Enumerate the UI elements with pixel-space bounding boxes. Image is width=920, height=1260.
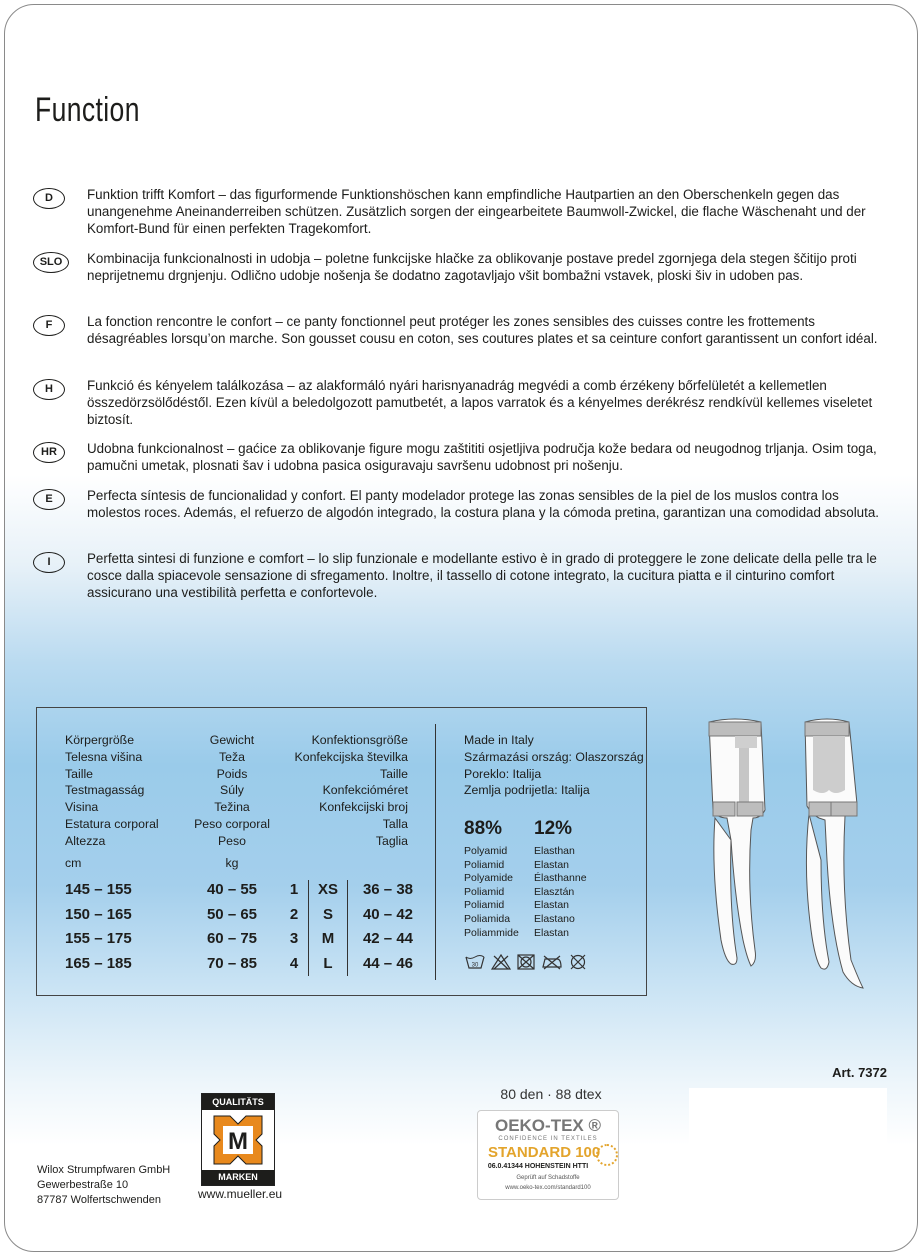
care-symbols (465, 954, 587, 970)
website-link[interactable]: www.mueller.eu (198, 1187, 283, 1201)
language-badge-hu: H (33, 379, 65, 400)
language-badge-es: E (33, 489, 65, 510)
table-row: 150 – 165 (65, 905, 132, 923)
weight-labels: Gewicht Teža Poids Súly Težina Peso corporal Peso (194, 733, 270, 848)
no-dry-clean-icon (569, 954, 587, 970)
back-view (805, 719, 863, 988)
description-es (33, 487, 893, 521)
description-fr (33, 313, 893, 347)
section-divider (435, 724, 436, 980)
height-unit: cm (65, 856, 82, 870)
country-of-origin: Made in Italy Származási ország: Olaszország Poreklo: Italija Zemlja podrijetla: Italija (464, 733, 644, 798)
language-badge-slo: SLO (33, 252, 69, 273)
package-back (4, 4, 918, 1252)
description-hu (33, 377, 893, 428)
description-it (33, 550, 893, 601)
no-tumble-dry-icon (517, 954, 535, 970)
oeko-standard: STANDARD 100 (488, 1144, 601, 1161)
m-logo-icon (210, 1114, 266, 1166)
fiber-list-2: Elasthan Elastan Élasthanne Elasztán Elastan Elastano Elastan (534, 845, 587, 939)
table-row: 145 – 155 (65, 881, 132, 898)
description-text: Kombinacija funkcionalnosti in udobja – poletne funkcijske hlačke za oblikovanje postave predel zgornjega dela stegen ščitijo proti neprijetnemu drgnjenju. Odlično udobje nošenja še dodatno zagotavljajo všit bombažni vstavek, ploski šiv in udoben pas. (87, 251, 857, 283)
front-view (709, 719, 765, 966)
oeko-tex-label (477, 1110, 619, 1200)
label-area (689, 1088, 887, 1199)
size-numbers: 1 2 3 4 (289, 881, 299, 972)
weight-values: 40 – 55 50 – 65 60 – 75 70 – 85 (206, 881, 258, 972)
quality-brand-logo: QUALITÄTS M MARKEN (201, 1093, 275, 1186)
elastane-percent: 12% (534, 818, 573, 839)
wash-30-icon (465, 954, 485, 970)
no-iron-icon (541, 954, 563, 970)
polyamide-percent: 88% (464, 818, 503, 839)
product-illustration (695, 710, 875, 990)
weight-unit: kg (225, 856, 239, 870)
table-row: 155 – 175 (65, 930, 132, 947)
no-bleach-icon (491, 954, 511, 970)
description-text: La fonction rencontre le confort – ce panty fonctionnel peut protéger les zones sensibles des cuisses contre les frottements désagréables lorsqu’on marche. Son gousset cousu en coton, ses coutures plates et sa ceinture confort garantissent un confort idéal. (87, 314, 878, 346)
description-hr (33, 440, 893, 474)
svg-text:M: M (228, 1128, 248, 1155)
table-row: 165 – 185 (65, 954, 132, 972)
company-address: Wilox Strumpfwaren GmbH Gewerbestraße 10 87787 Wolfertschwenden (37, 1164, 171, 1206)
oeko-brand: OEKO-TEX ® (494, 1116, 602, 1135)
description-text: Perfetta sintesi di funzione e comfort – lo slip funzionale e modellante estivo è in grado di proteggere le zone delicate della pelle tra le cosce dalla spiacevole sensazione di sfregamento. Inoltre, il tassello di cotone integrato, la cucitura piatta e il cinturino comfort assicurano una vestibilità perfetta e confortevole. (87, 551, 877, 600)
description-text: Perfecta síntesis de funcionalidad y confort. El panty modelador protege las zonas sensibles de la piel de los muslos contra los molestos roces. Además, el refuerzo de algodón integrado, la costura plana y la cómoda pretina, garantizan una comodidad absoluta. (87, 488, 880, 520)
page-title: Function (35, 91, 140, 129)
svg-text:30: 30 (471, 962, 479, 969)
description-text: Udobna funkcionalnost – gaćice za oblikovanje figure mogu zaštititi osjetljiva područja kože bedara od neugodnog trljanja. Osim toga, pamučni umetak, plosnati šav i udobna pasica osiguravaju savršenu udobnost pri nošenju. (87, 441, 877, 473)
fiber-list-1: Polyamid Poliamid Polyamide Poliamid Poliamid Poliamida Poliammide (464, 845, 519, 939)
oeko-tested: Geprüft auf Schadstoffe (516, 1175, 580, 1181)
article-number: Art. 7372 (832, 1065, 887, 1080)
language-badge-fr: F (33, 315, 65, 336)
description-slo (33, 250, 893, 284)
oeko-tagline: CONFIDENCE IN TEXTILES (498, 1136, 598, 1142)
oeko-url: www.oeko-tex.com/standard100 (505, 1185, 591, 1191)
height-labels: Körpergröße Telesna višina Taille Testmagasság Visina Estatura corporal Altezza (65, 733, 159, 848)
divider (308, 880, 309, 976)
language-badge-hr: HR (33, 442, 65, 463)
language-badge-de: D (33, 188, 65, 209)
height-values (65, 878, 132, 976)
size-letters: XS S M L (317, 881, 338, 972)
konfektion-values: 36 – 38 40 – 42 42 – 44 44 – 46 (362, 881, 413, 972)
size-table (36, 707, 647, 996)
oeko-flower-icon (596, 1144, 618, 1166)
description-text: Funktion trifft Komfort – das figurformende Funktionshöschen kann empfindliche Hautpartien an den Oberschenkeln gegen das unangenehme Aneinanderreiben schützen. Zusätzlich sorgen der eingearbeitete Baumwoll-Zwickel, die flache Wäschenaht und der Komfort-Bund für einen perfekten Tragekomfort. (87, 187, 866, 236)
description-text: Funkció és kényelem találkozása – az alakformáló nyári harisnyanadrág megvédi a comb érzékeny bőrfelületét a kellemetlen összedörzsölődéstől. Ezen kívül a beledolgozott pamutbetét, a lapos varratok és a kényelmes derékrész rendkívül kellemes viseletet biztosít. (87, 378, 873, 427)
description-de (33, 186, 893, 237)
denier-info: 80 den · 88 dtex (500, 1086, 602, 1102)
oeko-cert: 06.0.41344 HOHENSTEIN HTTI (487, 1163, 589, 1170)
divider (347, 880, 348, 976)
language-badge-it: I (33, 552, 65, 573)
size-labels: Konfektionsgröße Konfekcijska številka Taille Konfekcióméret Konfekcijski broj Talla Taglia (294, 733, 408, 848)
